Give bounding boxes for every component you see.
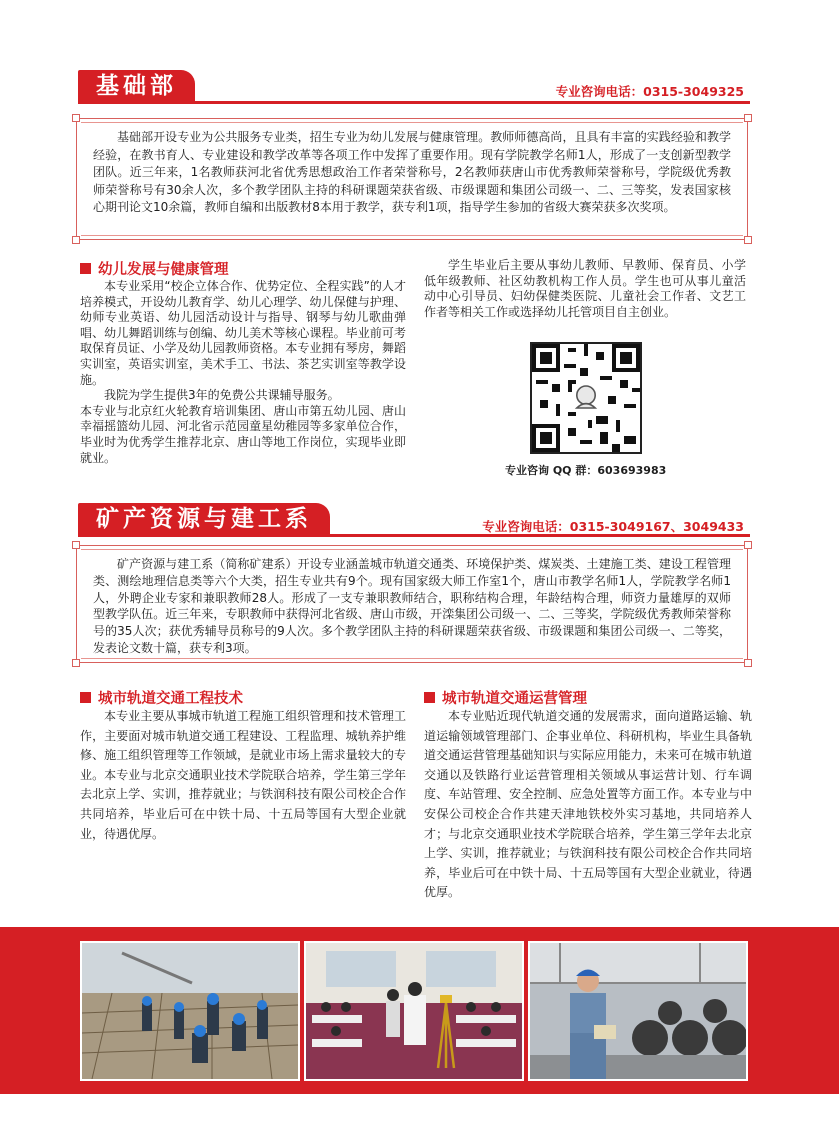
qr-code-icon <box>532 344 640 452</box>
consult-phone: 专业咨询电话：0315-3049167、3049433 <box>482 519 744 534</box>
square-bullet-icon <box>80 263 91 274</box>
corner-ornament <box>744 541 752 549</box>
paragraph: 我院为学生提供3年的免费公共课辅导服务。 <box>104 388 340 403</box>
major-heading <box>80 687 243 708</box>
major-heading <box>80 258 229 279</box>
section-header-mining <box>78 503 750 535</box>
corner-ornament <box>744 659 752 667</box>
corner-ornament <box>72 659 80 667</box>
square-bullet-icon <box>80 692 91 703</box>
paragraph: 本专业贴近现代轨道交通的发展需求，面向道路运输、轨道运输领域管理部门、企事业单位、科研机构，毕业生具备轨道交通运营管理基础知识与实际应用能力，未来可在城市轨道交通以及铁路行业运营管理相关领域从事运营计划、行车调度、车站管理、安全控制、应急处置等方面工作。本专业与中安保公司校企合作共建天津地铁校外实习基地，共同培养人才；与北京交通职业技术学院联合培养，学生第三学年去北京上学、实训，推荐就业；与铁润科技有限公司校企合作共同培养，毕业后可在中铁十局、十五局等国有大型企业就业，待遇优厚。 <box>424 709 752 900</box>
construction-scene <box>82 943 298 1079</box>
paragraph: 本专业主要从事城市轨道工程施工组织管理和技术管理工作，主要面对城市轨道交通工程建设、工程监理、城轨养护维修、施工组织管理等工作领域，是就业市场上需求量较大的专业。本专业与北京交通职业技术学院联合培养，学生第三学年去北京上学、实训，推荐就业；与铁润科技有限公司校企合作共同培养，毕业后可在中铁十局、十五局等国有大型企业就业，待遇优厚。 <box>80 709 406 841</box>
construction-site-photo <box>80 941 300 1081</box>
qq-group-label: 专业咨询 QQ 群：603693983 <box>505 464 667 477</box>
qr-code[interactable] <box>530 342 642 454</box>
career-description <box>424 258 746 320</box>
corner-ornament <box>72 541 80 549</box>
major-heading <box>424 687 587 708</box>
major-description <box>80 707 406 844</box>
section-header-basic <box>78 70 750 102</box>
major-title: 城市轨道交通运营管理 <box>442 691 587 707</box>
section-divider <box>78 101 750 104</box>
paragraph: 学生毕业后主要从事幼儿教师、早教师、保育员、小学低年级教师、社区幼教机构工作人员。学生也可从事儿童活动中心引导员、妇幼保健类医院、儿童社会工作者、文艺工作者等相关工作或选择幼儿托管项目自主创业。 <box>424 258 746 319</box>
corner-ornament <box>72 114 80 122</box>
classroom-photo <box>304 941 524 1081</box>
factory-scene <box>530 943 746 1079</box>
major-title: 城市轨道交通工程技术 <box>98 691 243 707</box>
intro-text: 矿产资源与建工系（简称矿建系）开设专业涵盖城市轨道交通类、环境保护类、煤炭类、土建施工类、建设工程管理类、测绘地理信息类等六个大类，招生专业共有9个。现有国家级大师工作室1个，唐山市教学名师1人，学院教学名师1人，外聘企业专家和兼职教师28人。形成了一支专兼职教师结合，职称结构合理，年龄结构合理，师资力量雄厚的双师型教学队伍。近三年来，专职教师中获得河北省级、唐山市级，开滦集团公司级一、二、三等奖，学院级优秀教师荣誉称号的35人次；获优秀辅导员称号的9人次。多个教学团队主持的科研课题荣获省级、市级课题和集团公司级一、二等奖，发表论文数十篇，获专利3项。 <box>93 557 731 655</box>
section-title: 矿产资源与建工系 <box>78 503 330 535</box>
paragraph: 本专业与北京红火轮教育培训集团、唐山市第五幼儿园、唐山幸福摇篮幼儿园、河北省示范园童星幼稚园等多家单位合作，毕业时为优秀学生推荐北京、唐山等地工作岗位，实现毕业即就业。 <box>80 403 406 465</box>
paragraph: 本专业采用“校企立体合作、优势定位、全程实践”的人才培养模式，开设幼儿教育学、幼儿心理学、幼儿保健与护理、幼师专业英语、幼儿园活动设计与指导、钢琴与幼儿歌曲弹唱、幼儿舞蹈训练与创编、幼儿美术等核心课程。毕业前可考取保育员证、小学及幼儿园教师资格。本专业拥有琴房，舞蹈实训室，英语实训室，美术手工、书法、茶艺实训室等教学设施。 <box>80 279 406 387</box>
intro-box <box>76 545 748 663</box>
square-bullet-icon <box>424 692 435 703</box>
corner-ornament <box>72 236 80 244</box>
consult-phone: 专业咨询电话：0315-3049325 <box>555 84 744 99</box>
section-title: 基础部 <box>78 70 195 102</box>
intro-box <box>76 118 748 240</box>
corner-ornament <box>744 114 752 122</box>
corner-ornament <box>744 236 752 244</box>
classroom-scene <box>306 943 522 1079</box>
factory-worker-photo <box>528 941 748 1081</box>
major-description <box>80 279 406 466</box>
major-description <box>424 707 752 903</box>
major-title: 幼儿发展与健康管理 <box>98 262 229 278</box>
intro-text: 基础部开设专业为公共服务专业类，招生专业为幼儿发展与健康管理。教师师德高尚，且具有丰富的实践经验和教学经验，在教书育人、专业建设和教学改革等各项工作中发挥了重要作用。现有学院教学名师1人，形成了一支创新型教学团队。近三年来，1名教师获河北省优秀思想政治工作者荣誉称号，2名教师获唐山市优秀教师荣誉称号，学院级优秀教师荣誉称号有30余人次，多个教学团队主持的科研课题荣获省级、市级课题和集团公司级一、二、三等奖，发表国家核心期刊论文10余篇，教师自编和出版教材8本用于教学，获专利1项，指导学生参加的省级大赛荣获多次奖项。 <box>93 130 731 214</box>
